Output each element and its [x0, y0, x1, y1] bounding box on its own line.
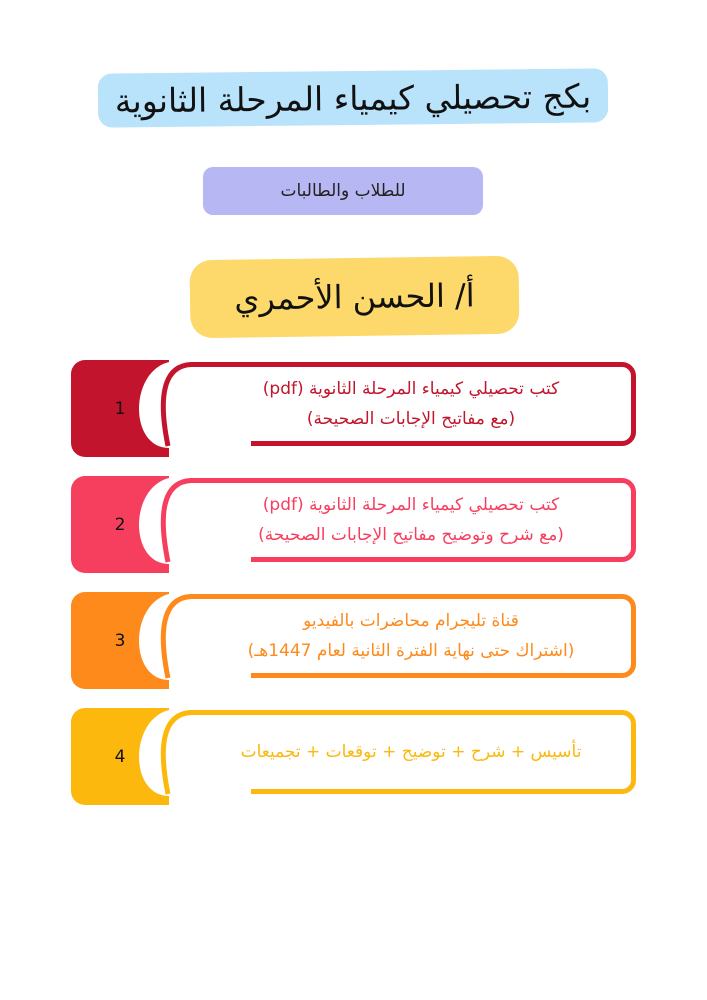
item-text [201, 598, 621, 674]
item-line-1: كتب تحصيلي كيمياء المرحلة الثانوية (pdf) [262, 495, 560, 515]
item-number: 3 [114, 630, 126, 651]
package-item-4 [71, 708, 636, 805]
item-text [201, 366, 621, 442]
author-name: أ/ الحسن الأحمري [234, 276, 475, 318]
item-text [201, 482, 621, 558]
subtitle-banner [203, 167, 483, 215]
package-item-2 [71, 476, 636, 573]
item-line-2: (مع مفاتيح الإجابات الصحيحة) [306, 409, 516, 429]
page-subtitle: للطلاب والطالبات [280, 181, 406, 201]
item-text [201, 714, 621, 790]
title-banner [98, 68, 609, 127]
item-number: 4 [114, 746, 126, 767]
page-title: بكج تحصيلي كيمياء المرحلة الثانوية [114, 76, 592, 120]
package-item-1 [71, 360, 636, 457]
package-item-3 [71, 592, 636, 689]
item-number: 1 [114, 398, 126, 419]
item-line-1: كتب تحصيلي كيمياء المرحلة الثانوية (pdf) [262, 379, 560, 399]
author-banner [189, 256, 519, 339]
item-line-2: (اشتراك حتى نهاية الفترة الثانية لعام 1447هـ) [247, 641, 575, 661]
item-line-2: (مع شرح وتوضيح مفاتيح الإجابات الصحيحة) [258, 525, 564, 545]
item-line-1: تأسيس + شرح + توضيح + توقعات + تجميعات [240, 742, 582, 762]
item-line-1: قناة تليجرام محاضرات بالفيديو [303, 611, 519, 631]
item-number: 2 [114, 514, 126, 535]
